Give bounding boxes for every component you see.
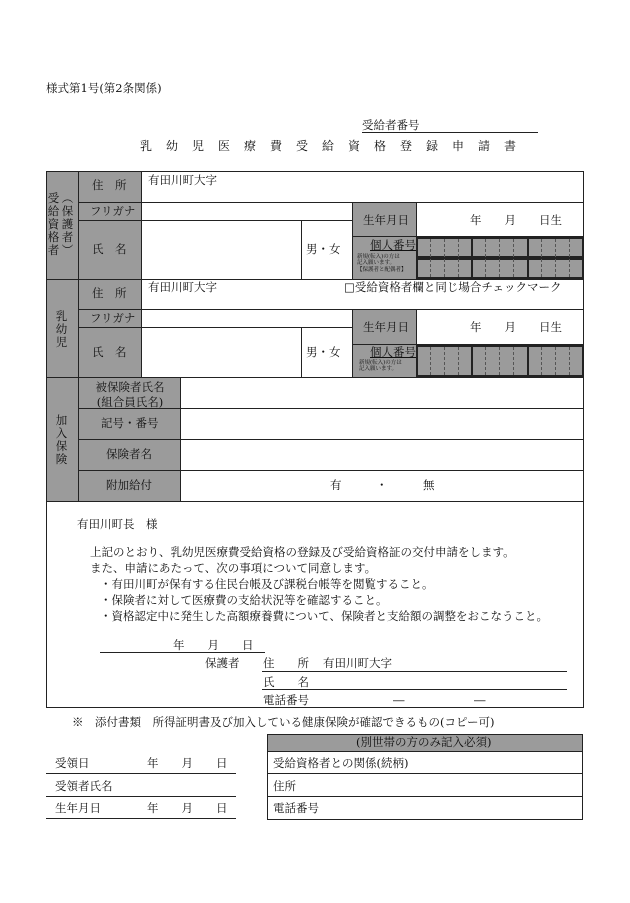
guardian-sex-select[interactable]: 男・女: [306, 242, 341, 256]
guardian-birth-value[interactable]: 年 月 日生: [470, 213, 562, 227]
insurer-name-input[interactable]: [181, 440, 583, 470]
recipient-number-field[interactable]: [362, 132, 538, 133]
guardian-id-number-2[interactable]: [416, 258, 584, 279]
infant-furigana-label: フリガナ: [90, 311, 136, 325]
infant-name-label: 氏 名: [92, 345, 127, 359]
attachments-note: ※ 添付書類 所得証明書及び加入している健康保険が確認できるもの(コピー可): [72, 715, 495, 729]
symbol-number-input[interactable]: [181, 409, 583, 439]
additional-benefit-yes[interactable]: 有: [330, 478, 342, 492]
addressee: 有田川町長 様: [77, 517, 158, 531]
household-address-label: 住所: [273, 779, 296, 793]
guardian-name-label: 氏 名: [92, 242, 127, 256]
infant-id-note: 新規(転入)の方は 記入願います。: [359, 360, 402, 373]
additional-benefit-label: 附加給付: [106, 478, 152, 492]
consent-item: ・有田川町が保有する住民台帳及び課税台帳等を閲覧すること。: [100, 577, 434, 591]
household-phone-label: 電話番号: [273, 801, 319, 815]
relationship-label: 受給資格者との関係(続柄): [273, 756, 409, 770]
consent-item: ・資格認定中に発生した高額療養費について、保険者と支給額の調整をおこなうこと。: [100, 609, 549, 623]
consent-item: ・保険者に対して医療費の支給状況等を確認すること。: [100, 593, 388, 607]
insurance-section-label: 加 入 保 険: [55, 413, 68, 466]
receipt-birth-label: 生年月日: [55, 801, 101, 815]
infant-address-value[interactable]: 有田川町大字: [148, 280, 217, 294]
guardian-id-label: 個人番号: [370, 238, 416, 252]
symbol-number-label: 記号・番号: [101, 416, 159, 430]
infant-id-number[interactable]: [416, 345, 584, 377]
infant-section-label: 乳 幼 児: [55, 309, 68, 349]
infant-name-input[interactable]: [141, 328, 301, 377]
infant-sex-select[interactable]: 男・女: [306, 345, 341, 359]
infant-furigana-input[interactable]: [141, 310, 352, 327]
guardian-id-number-1[interactable]: [416, 237, 584, 258]
signature-name-label: 氏 名: [263, 675, 309, 689]
additional-benefit-separator: ・: [376, 478, 388, 492]
infant-address-label: 住 所: [92, 286, 127, 300]
infant-birth-label: 生年月日: [363, 320, 409, 334]
page-title: 乳幼児医療費受給資格登録申請書: [140, 139, 531, 153]
signature-address-label: 住 所: [263, 656, 309, 670]
guardian-birth-label: 生年月日: [363, 213, 409, 227]
additional-benefit-no[interactable]: 無: [423, 478, 435, 492]
guardian-label-col2: ︵ 保 護 者 ︶: [61, 191, 74, 257]
separate-household-header: (別世帯の方のみ記入必須): [356, 735, 492, 749]
guardian-id-note: 新規(転入)の方は 記入願います。 【保護者と配偶者】: [357, 254, 407, 273]
insured-name-input[interactable]: [181, 378, 583, 408]
guardian-address-label: 住 所: [92, 178, 127, 192]
guardian-furigana-label: フリガナ: [90, 204, 136, 218]
infant-birth-value[interactable]: 年 月 日生: [470, 320, 562, 334]
recipient-number-label: 受給者番号: [362, 118, 420, 132]
application-paragraph-2: また、申請にあたって、次の事項について同意します。: [90, 561, 377, 575]
signature-address-value[interactable]: 有田川町大字: [323, 656, 392, 670]
guardian-furigana-input[interactable]: [141, 203, 352, 220]
insured-name-label: 被保険者氏名 (組合員氏名): [95, 380, 165, 409]
guardian-signature-label: 保護者: [205, 656, 240, 670]
infant-id-label: 個人番号: [370, 345, 416, 359]
guardian-label-col1: 受 給 資 格 者: [47, 191, 60, 257]
form-number: 様式第1号(第2条関係): [46, 81, 162, 95]
phone-separator: ―: [393, 693, 405, 707]
receipt-birth-value[interactable]: 年 月 日: [147, 801, 228, 815]
insurer-name-label: 保険者名: [106, 447, 152, 461]
received-date-label: 受領日: [55, 756, 90, 770]
guardian-name-input[interactable]: [141, 221, 301, 279]
phone-separator: ―: [474, 693, 486, 707]
receiver-name-label: 受領者氏名: [55, 779, 113, 793]
received-date-value[interactable]: 年 月 日: [147, 756, 228, 770]
signature-phone-label: 電話番号: [263, 693, 309, 707]
application-date[interactable]: 年 月 日: [173, 638, 254, 652]
application-paragraph-1: 上記のとおり、乳幼児医療費受給資格の登録及び受給資格証の交付申請をします。: [90, 545, 515, 559]
same-as-guardian-checkbox[interactable]: □受給資格者欄と同じ場合チェックマーク: [344, 280, 562, 294]
guardian-address-value[interactable]: 有田川町大字: [148, 173, 217, 187]
